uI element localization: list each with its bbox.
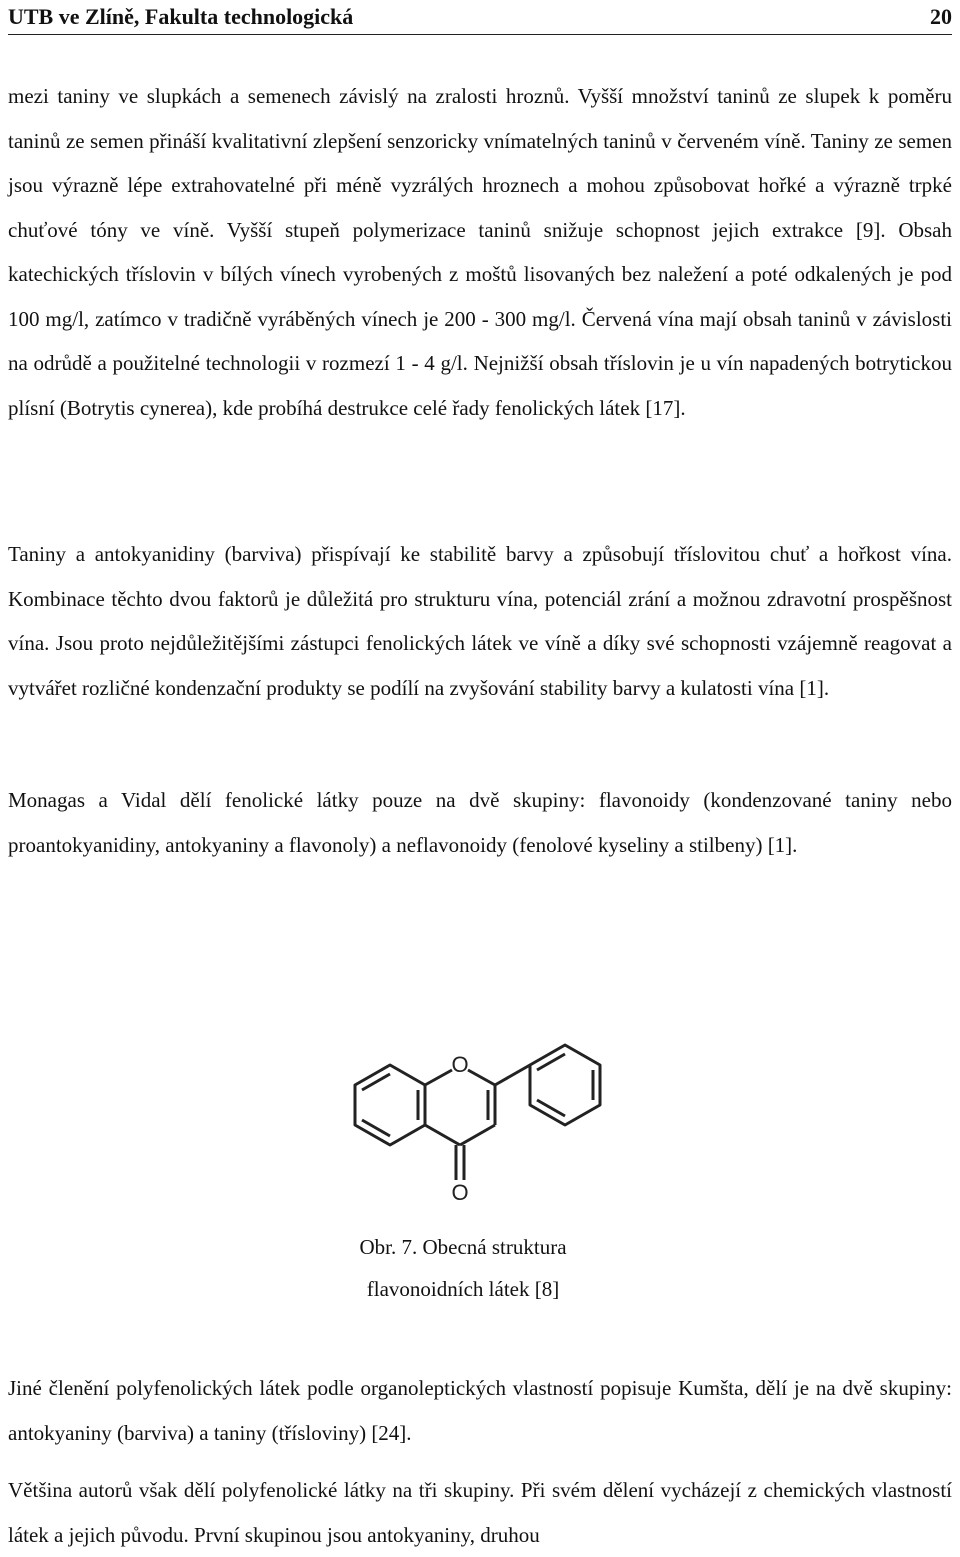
flavonoid-structure-figure — [340, 1030, 620, 1206]
bond-c4-c4a — [425, 1125, 460, 1145]
page-number: 20 — [930, 4, 952, 29]
phenyl-double-bond-3 — [537, 1100, 565, 1116]
ring-oxygen-label: O — [451, 1052, 469, 1077]
header-title: UTB ve Zlíně, Fakulta technologická — [8, 4, 354, 29]
carbonyl-oxygen-label: O — [451, 1180, 469, 1205]
bond-c2-phenyl — [495, 1065, 530, 1085]
paragraph-three-groups: Většina autorů však dělí polyfenolické látky na tři skupiny. Při svém dělení vycházejí z chemických vlastností látek a jejich původu. První skupinou jsou antokyaniny, druhou — [8, 1478, 952, 1547]
benzo-double-bond-1 — [362, 1074, 390, 1090]
figure-caption — [300, 1226, 626, 1310]
benzo-double-bond-2 — [362, 1120, 390, 1136]
paragraph-monagas-vidal: Monagas a Vidal dělí fenolické látky pouze na dvě skupiny: flavonoidy (kondenzované taniny nebo proantokyanidiny, antokyaniny a flavonoly) a neflavonoidy (fenolové kyseliny a stilbeny) [1]. — [8, 788, 952, 857]
page-header — [8, 0, 952, 35]
paragraph-kumsta: Jiné členění polyfenolických látek podle organoleptických vlastností popisuje Kumšta, dělí je na dvě skupiny: antokyaniny (barviva) a taniny (třísloviny) [24]. — [8, 1376, 952, 1445]
caption-line-2: flavonoidních látek [8] — [366, 1277, 560, 1301]
benzo-ring — [355, 1065, 425, 1145]
bond-c8a-o1 — [425, 1070, 452, 1085]
phenyl-ring — [530, 1045, 600, 1125]
flavonoid-structure-diagram — [340, 1030, 620, 1206]
bond-c3-c4 — [460, 1125, 495, 1145]
bond-o1-c2 — [468, 1070, 495, 1085]
paragraph-tannins-anthocyanidins: Taniny a antokyanidiny (barviva) přispívají ke stabilitě barvy a způsobují tříslovitou chuť a hořkost vína. Kombinace těchto dvou faktorů je důležitá pro strukturu vína, potenciál zrání a možnou zdravotní prospěšnost vína. Jsou proto nejdůležitějšími zástupci fenolických látek ve víně a díky své schopnosti vzájemně reagovat a vytvářet rozličné kondenzační produkty se podílí na zvyšování stability barvy a kulatosti vína [1]. — [8, 542, 952, 700]
paragraph-tannins-content: mezi taniny ve slupkách a semenech závislý na zralosti hroznů. Vyšší množství taninů ze slupek k poměru taninů ze semen přináší kvalitativní zlepšení senzoricky vnímatelných taninů v červeném víně. Taniny ze semen jsou výrazně lépe extrahovatelné při méně vyzrálých hroznech a mohou způsobovat hořké a výrazně trpké chuťové tóny ve víně. Vyšší stupeň polymerizace taninů snižuje schopnost jejich extrakce [9]. Obsah katechických tříslovin v bílých vínech vyrobených z moštů lisovaných bez naležení a poté odkalených je pod 100 mg/l, zatímco v tradičně vyráběných vínech je 200 - 300 mg/l. Červená vína mají obsah taninů v závislosti na odrůdě a použitelné technologii v rozmezí 1 - 4 g/l. Nejnižší obsah tříslovin je u vín napadených botrytickou plísní (Botrytis cynerea), kde probíhá destrukce celé řady fenolických látek [17]. — [8, 84, 952, 420]
phenyl-double-bond-1 — [537, 1054, 565, 1070]
caption-line-1: Obr. 7. Obecná struktura — [359, 1235, 567, 1259]
